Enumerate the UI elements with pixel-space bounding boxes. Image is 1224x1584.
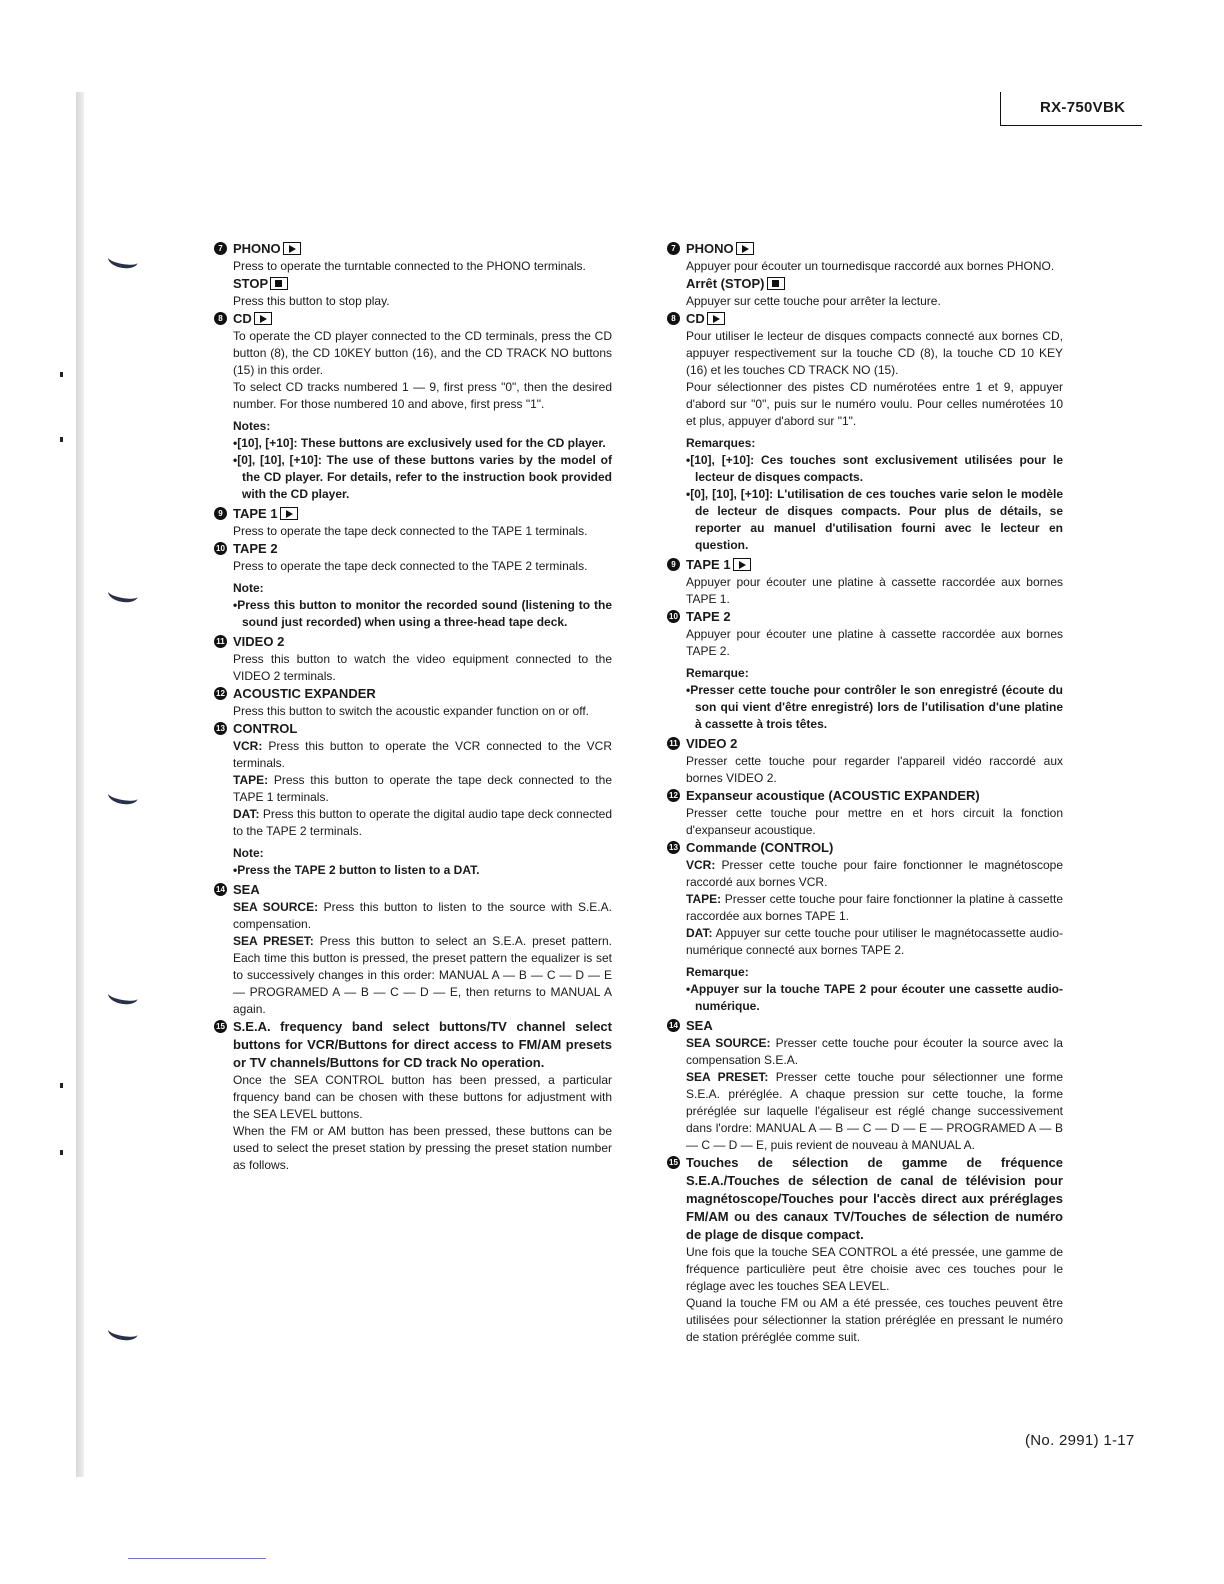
- margin-mark: [60, 1083, 63, 1088]
- item-number: 9: [214, 507, 227, 520]
- item-number: 9: [667, 558, 680, 571]
- entry-title: Commande (CONTROL): [686, 840, 834, 855]
- entry-desc: To operate the CD player connected to the CD terminals, press the CD button (8), the CD 10KEY button (16), and the CD TRACK NO buttons (15) in this order.: [233, 329, 612, 377]
- header-rule: [1000, 125, 1142, 126]
- binder-edge: [76, 92, 84, 1477]
- entry-desc: Appuyer pour écouter une platine à cassette raccordée aux bornes TAPE 1.: [686, 575, 1063, 606]
- entry-video2: [667, 735, 1063, 787]
- entry-title: PHONO: [686, 240, 1063, 258]
- entry-title: CONTROL: [233, 721, 298, 736]
- item-number: 10: [667, 610, 680, 623]
- entry-tape1: [214, 505, 612, 540]
- vcr-desc: VCR: Press this button to operate the VCR connected to the VCR terminals.: [233, 739, 612, 770]
- punch-hole: [107, 1322, 139, 1343]
- entry-phono: [214, 240, 612, 310]
- dat-desc: DAT: Press this button to operate the digital audio tape deck connected to the TAPE 2 terminals.: [233, 807, 613, 838]
- entry-phono: [667, 240, 1063, 310]
- item-number: 12: [667, 789, 680, 802]
- punch-hole: [107, 584, 139, 605]
- entry-title: SEA: [233, 882, 260, 897]
- entry-desc: Appuyer pour écouter un tournedisque raccordé aux bornes PHONO.: [686, 259, 1055, 273]
- punch-hole: [107, 250, 139, 271]
- entry-desc: Press to operate the tape deck connected to the TAPE 2 terminals.: [233, 559, 588, 573]
- entry-desc: When the FM or AM button has been pressed, these buttons can be used to select the preset station by pressing the preset station number as follows.: [233, 1124, 612, 1172]
- item-number: 15: [667, 1156, 680, 1169]
- note: •[10], [+10]: Ces touches sont exclusivement utilisées pour le lecteur de disques compacts.: [686, 453, 1063, 484]
- entry-desc: Quand la touche FM ou AM a été pressée, ces touches peuvent être utilisées pour sélectionner la station préréglée en pressant le numéro de station préréglée comme suit.: [686, 1296, 1063, 1344]
- notes-title: Notes:: [233, 419, 271, 433]
- entry-acoustic-expander: [667, 787, 1063, 839]
- item-number: 11: [667, 737, 680, 750]
- play-icon: [733, 558, 751, 571]
- entry-cd: [214, 310, 612, 503]
- entry-desc: Press this button to switch the acoustic expander function on or off.: [233, 704, 589, 718]
- entry-title: S.E.A. frequency band select buttons/TV channel select buttons for VCR/Buttons for direct access to FM/AM presets or TV channels/Buttons for CD track No operation.: [233, 1019, 612, 1070]
- entry-title: CD: [686, 310, 1063, 328]
- play-icon: [283, 242, 301, 255]
- punch-hole: [107, 986, 139, 1007]
- header-rule: [1000, 92, 1001, 126]
- entry-desc: Press this button to watch the video equipment connected to the VIDEO 2 terminals.: [233, 652, 612, 683]
- sea-source-desc: SEA SOURCE: Press this button to listen to the source with S.E.A. compensation.: [233, 900, 612, 931]
- item-number: 15: [214, 1020, 227, 1033]
- note: •[0], [10], [+10]: L'utilisation de ces touches varie selon le modèle de lecteur de disques compacts. Pour plus de détails, se reporter au manuel d'utilisation fourni avec le lecteur en question.: [686, 487, 1063, 552]
- entry-title: Touches de sélection de gamme de fréquence S.E.A./Touches de sélection de canal de télévision pour magnétoscope/Touches pour l'accès direct aux préréglages FM/AM ou des canaux TV/Touches de sélection de numéro de plage de disque compact.: [686, 1155, 1063, 1242]
- entry-desc: Pour utiliser le lecteur de disques compacts connecté aux bornes CD, appuyer respectivement sur la touche CD (8), la touche CD 10 KEY (16) et les touches CD TRACK NO (15).: [686, 329, 1063, 377]
- french-column: [667, 240, 1063, 1346]
- entry-video2: [214, 633, 612, 685]
- stop-desc: Appuyer sur cette touche pour arrêter la lecture.: [686, 294, 941, 308]
- play-icon: [707, 312, 725, 325]
- entry-title: VIDEO 2: [233, 634, 285, 649]
- sea-preset-desc: SEA PRESET: Presser cette touche pour sélectionner une forme S.E.A. préréglée. A chaque pression sur cette touche, la forme préréglée sur laquelle l'égaliseur est réglé change successivement dans l'ordre: MANUAL A — B — C — D — E — PROGRAMED A — B — C — D — E, puis revient de nouveau à MANUAL A.: [686, 1070, 1064, 1152]
- sea-source-desc: SEA SOURCE: Presser cette touche pour écouter la source avec la compensation S.E.A.: [686, 1036, 1063, 1067]
- entry-sea-frequency-buttons: [667, 1154, 1063, 1346]
- entry-title: TAPE 1: [233, 505, 612, 523]
- play-icon: [736, 242, 754, 255]
- tape-desc: TAPE: Press this button to operate the tape deck connected to the TAPE 1 terminals.: [233, 773, 612, 804]
- stop-title: STOP: [233, 275, 612, 293]
- entry-cd: [667, 310, 1063, 554]
- entry-control: [667, 839, 1063, 1015]
- punch-hole: [107, 786, 139, 807]
- entry-tape2: [214, 540, 612, 631]
- entry-desc: Press to operate the tape deck connected to the TAPE 1 terminals.: [233, 524, 588, 538]
- entry-acoustic-expander: [214, 685, 612, 720]
- notes-title: Remarque:: [686, 666, 749, 680]
- entry-desc: Appuyer pour écouter une platine à cassette raccordée aux bornes TAPE 2.: [686, 627, 1063, 658]
- notes-title: Note:: [233, 581, 264, 595]
- sea-preset-desc: SEA PRESET: Press this button to select an S.E.A. preset pattern. Each time this button is pressed, the preset pattern the equalizer is set to successively changes in this order: MANUAL A — B — C — D — E — PROGRAMED A — B — C — D — E, then returns to MANUAL A again.: [233, 934, 612, 1016]
- notes-title: Remarques:: [686, 436, 756, 450]
- item-number: 13: [667, 841, 680, 854]
- english-column: [214, 240, 612, 1174]
- stop-desc: Press this button to stop play.: [233, 294, 390, 308]
- entry-title: TAPE 2: [686, 609, 731, 624]
- item-number: 7: [667, 242, 680, 255]
- stop-title: Arrêt (STOP): [686, 275, 1063, 293]
- item-number: 11: [214, 635, 227, 648]
- entry-sea: [214, 881, 612, 1018]
- note: •Press this button to monitor the recorded sound (listening to the sound just recorded) when using a three-head tape deck.: [233, 598, 612, 629]
- entry-title: SEA: [686, 1018, 713, 1033]
- tape-desc: TAPE: Presser cette touche pour faire fonctionner la platine à cassette raccordée aux bornes TAPE 1.: [686, 892, 1063, 923]
- entry-desc: Une fois que la touche SEA CONTROL a été pressée, une gamme de fréquence particulière peut être choisie avec ces touches pour le réglage avec les touches SEA LEVEL.: [686, 1245, 1063, 1293]
- item-number: 8: [667, 312, 680, 325]
- notes-title: Remarque:: [686, 965, 749, 979]
- entry-sea: [667, 1017, 1063, 1154]
- entry-desc: Once the SEA CONTROL button has been pressed, a particular frquency band can be chosen with these buttons for adjustment with the SEA LEVEL buttons.: [233, 1073, 612, 1121]
- entry-desc: Presser cette touche pour regarder l'appareil vidéo raccordé aux bornes VIDEO 2.: [686, 754, 1063, 785]
- item-number: 14: [667, 1019, 680, 1032]
- entry-title: Expanseur acoustique (ACOUSTIC EXPANDER): [686, 788, 980, 803]
- item-number: 8: [214, 312, 227, 325]
- entry-title: TAPE 1: [686, 556, 1063, 574]
- margin-mark: [60, 437, 63, 442]
- note: •[0], [10], [+10]: The use of these buttons varies by the model of the CD player. For details, refer to the instruction book provided with the CD player.: [233, 453, 612, 501]
- note: •Appuyer sur la touche TAPE 2 pour écouter une cassette audio-numérique.: [686, 982, 1063, 1013]
- margin-mark: [60, 1150, 63, 1155]
- entry-title: TAPE 2: [233, 541, 278, 556]
- entry-desc: To select CD tracks numbered 1 — 9, first press "0", then the desired number. For those numbered 10 and above, first press "1".: [233, 380, 612, 411]
- item-number: 12: [214, 687, 227, 700]
- entry-title: CD: [233, 310, 612, 328]
- vcr-desc: VCR: Presser cette touche pour faire fonctionner le magnétoscope raccordé aux bornes VCR.: [686, 858, 1063, 889]
- note: •[10], [+10]: These buttons are exclusively used for the CD player.: [233, 436, 606, 450]
- entry-desc: Presser cette touche pour mettre en et hors circuit la fonction d'expanseur acoustique.: [686, 806, 1063, 837]
- item-number: 7: [214, 242, 227, 255]
- play-icon: [280, 507, 298, 520]
- scan-artifact-line: [128, 1558, 266, 1559]
- item-number: 10: [214, 542, 227, 555]
- entry-control: [214, 720, 612, 879]
- entry-tape1: [667, 556, 1063, 608]
- entry-title: VIDEO 2: [686, 736, 738, 751]
- stop-icon: [767, 277, 785, 290]
- play-icon: [254, 312, 272, 325]
- note: •Presser cette touche pour contrôler le son enregistré (écoute du son qui vient d'être enregistré) lors de l'utilisation d'une platine à cassette à trois têtes.: [686, 683, 1063, 731]
- entry-sea-frequency-buttons: [214, 1018, 612, 1174]
- model-number: RX-750VBK: [1040, 99, 1126, 116]
- entry-desc: Pour sélectionner des pistes CD numérotées entre 1 et 9, appuyer d'abord sur "0", puis sur le numéro voulu. Pour celles numérotées 10 et plus, appuyer d'abord sur "1".: [686, 380, 1063, 428]
- note: •Press the TAPE 2 button to listen to a DAT.: [233, 863, 480, 877]
- stop-icon: [270, 277, 288, 290]
- dat-desc: DAT: Appuyer sur cette touche pour utiliser le magnétocassette audio-numérique connecté aux bornes TAPE 2.: [686, 926, 1063, 957]
- item-number: 13: [214, 722, 227, 735]
- entry-title: PHONO: [233, 240, 612, 258]
- entry-title: ACOUSTIC EXPANDER: [233, 686, 376, 701]
- item-number: 14: [214, 883, 227, 896]
- page-number: (No. 2991) 1-17: [1025, 1432, 1135, 1449]
- margin-mark: [60, 372, 63, 377]
- entry-desc: Press to operate the turntable connected to the PHONO terminals.: [233, 259, 586, 273]
- entry-tape2: [667, 608, 1063, 733]
- notes-title: Note:: [233, 846, 264, 860]
